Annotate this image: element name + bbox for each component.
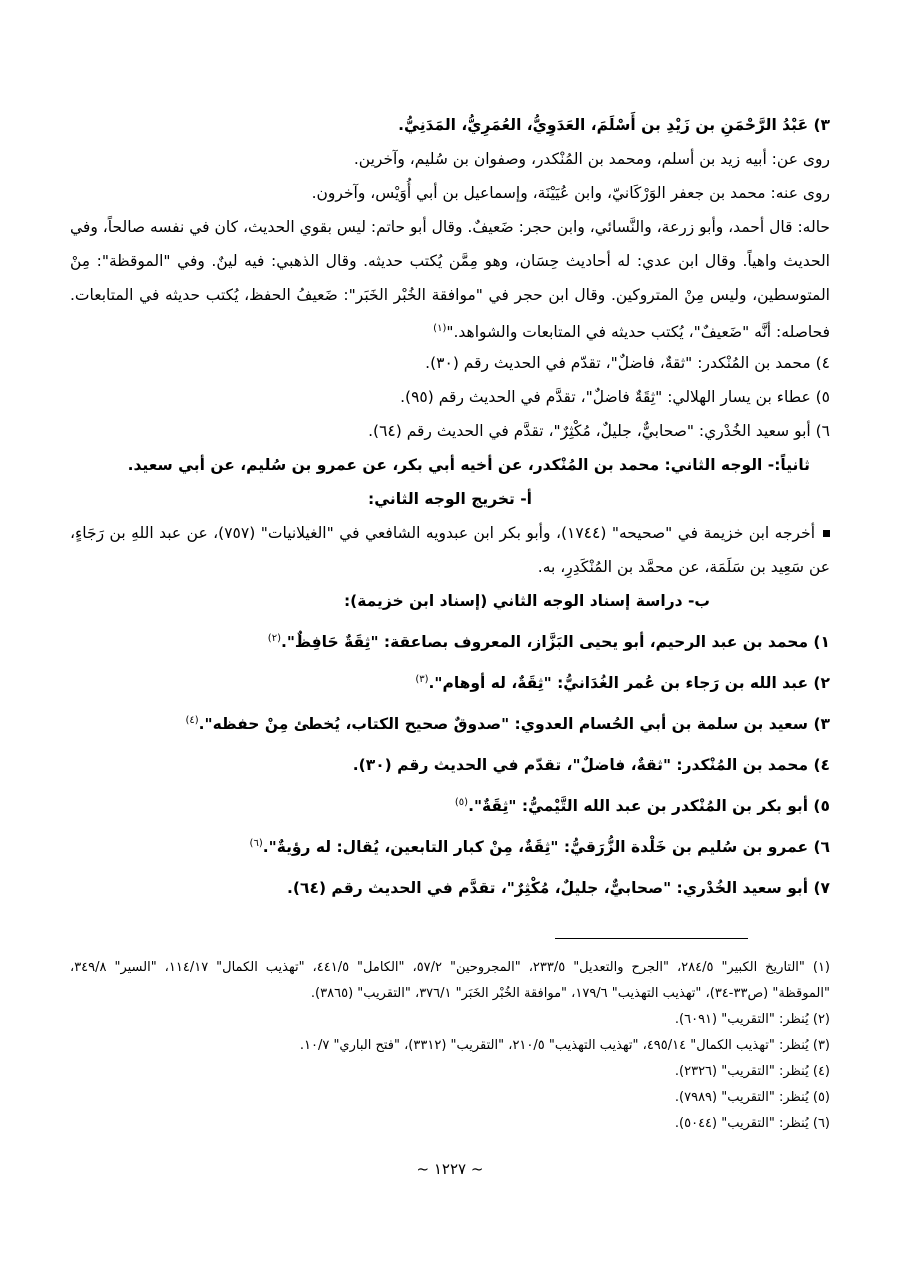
footnote-ref: (٥) [454, 797, 469, 808]
narrator-text: ٢) عبد الله بن رَجاء بن عُمر الغُدَانيُّ: "ثِقَةٌ، له أوهام". [428, 674, 830, 693]
section-a-title: أ- تخريج الوجه الثاني: [368, 490, 532, 508]
narrator-item [70, 782, 830, 823]
footnote-separator [555, 938, 748, 939]
narrator-item [70, 823, 830, 864]
footnote-ref: (٤) [185, 715, 199, 726]
narrator-heading: ٣) عَبْدُ الرَّحْمَنِ بن زَيْدِ بن أَسْلَمَ، العَدَوِيُّ، العُمَرِيُّ، المَدَنِيُّ. [398, 116, 830, 134]
narrator-text: ٤) محمد بن المُنْكدر: "ثقةٌ، فاضلٌ"، تقدّم في الحديث رقم (٣٠). [352, 756, 830, 775]
narrator-text: ٧) أبو سعيد الخُدْري: "صحابيٌّ، جليلٌ، مُكْثِرٌ"، تقدَّم في الحديث رقم (٦٤). [287, 879, 830, 898]
footnote-ref: (٦) [249, 838, 263, 849]
footnote-ref-1: (١) [433, 323, 447, 334]
narrator-item: ٦) أبو سعيد الخُدْري: "صحابيٌّ، جليلٌ، مُكْثِرٌ"، تقدَّم في الحديث رقم (٦٤). [368, 422, 830, 440]
footnotes [70, 955, 830, 1137]
takhrij-text: أخرجه ابن خزيمة في "صحيحه" (١٧٤٤)، وأبو بكر ابن عبدويه الشافعي في "الغيلانيات" (٧٥٧)، عن عبد اللهِ بن رَجَاءٍ، عن سَعِيد بن سَلَمَة، عن محمَّد بن المُنْكَدِرِ، به. [70, 524, 830, 576]
narrator-status [70, 210, 830, 346]
narrator-text: ٣) سعيد بن سلمة بن أبي الحُسام العدوي: "صدوقٌ صحيح الكتاب، يُخطئ مِنْ حفظه". [198, 715, 830, 734]
footnote-2: (٢) يُنظر: "التقريب" (٦٠٩١). [674, 1012, 830, 1027]
narrator-text: ٦) عمرو بن سُليم بن خَلْدة الزُّرَقيُّ: "ثِقَةٌ، مِنْ كبار التابعين، يُقال: له رؤيةٌ". [262, 838, 830, 857]
footnote-ref: (٢) [267, 633, 281, 644]
footnote-ref: (٣) [415, 674, 429, 685]
narrated-by: روى عنه: محمد بن جعفر الوَرْكَانيّ، وابن عُيَيْنَة، وإسماعيل بن أبي أُوَيْس، وآخرون. [311, 184, 830, 202]
page-number: ~ ١٢٢٧ ~ [416, 1160, 484, 1178]
bullet-square-icon [823, 530, 830, 537]
narrator-text: ١) محمد بن عبد الرحيم، أبو يحيى البَزَّاز، المعروف بصاعقة: "ثِقَةٌ حَافِظٌ". [280, 633, 830, 652]
narrator-item [70, 659, 830, 700]
narrator-item: ٤) محمد بن المُنْكدر: "ثقةٌ، فاضلٌ"، تقدّم في الحديث رقم (٣٠). [425, 354, 830, 372]
narrator-item [70, 741, 830, 782]
footnote-6: (٦) يُنظر: "التقريب" (٥٠٤٤). [674, 1116, 830, 1131]
narrator-item: ٥) عطاء بن يسار الهلالي: "ثِقَةٌ فاضلٌ"، تقدَّم في الحديث رقم (٩٥). [400, 388, 830, 406]
narrator-item [70, 864, 830, 905]
narrator-status-text: حاله: قال أحمد، وأبو زرعة، والنَّسائي، وابن حجر: ضَعيفٌ. وقال أبو حاتم: ليس بقوي الحديث، كان في نفسه صالحاً، وفي الحديث واهياً. وقال ابن عدي: له أحاديث حِسَان، وهو مِمَّن يُكتب حديثه. وقال الذهبي: فيه لينٌ. وفي "الموقظة": مِنْ المتوسطين، وليس مِنْ المتروكين. وقال ابن حجر في "موافقة الخُبْر الخَبَر": ضَعيفُ الحفظ، يُكتب حديثه في المتابعات. فحاصله: أنَّه "ضَعيفٌ"، يُكتب حديثه في المتابعات والشواهد." [70, 218, 830, 342]
footnote-4: (٤) يُنظر: "التقريب" (٢٣٢٦). [674, 1064, 830, 1079]
takhrij-paragraph [70, 516, 830, 584]
narrated-from: روى عن: أبيه زيد بن أسلم، ومحمد بن المُنْكدر، وصفوان بن سُليم، وآخرين. [353, 150, 830, 168]
page-body [70, 108, 830, 905]
footnote-3: (٣) يُنظر: "تهذيب الكمال" ٤٩٥/١٤، "تهذيب التهذيب" ٢١٠/٥، "التقريب" (٣٣١٢)، "فتح الباري" ١٠/٧. [299, 1038, 830, 1053]
footnote-1: (١) "التاريخ الكبير" ٢٨٤/٥، "الجرح والتعديل" ٢٣٣/٥، "المجروحين" ٥٧/٢، "الكامل" ٤٤١/٥، "تهذيب الكمال" ١١٤/١٧، "السير" ٣٤٩/٨، "الموقظة" (ص٣٣-٣٤)، "تهذيب التهذيب" ١٧٩/٦، "موافقة الخُبْر الخَبَر" ٣٧٦/١، "التقريب" (٣٨٦٥). [70, 960, 830, 1001]
second-aspect-heading: ثانياً:- الوجه الثاني: محمد بن المُنْكدر، عن أخيه أبي بكر، عن عمرو بن سُليم، عن أبي سعيد. [127, 456, 810, 474]
narrator-item [70, 700, 830, 741]
narrator-text: ٥) أبو بكر بن المُنْكدر بن عبد الله التَّيْميُّ: "ثِقَةٌ". [468, 797, 830, 816]
section-b-title: ب- دراسة إسناد الوجه الثاني (إسناد ابن خزيمة): [343, 592, 710, 610]
footnote-5: (٥) يُنظر: "التقريب" (٧٩٨٩). [674, 1090, 830, 1105]
narrator-item [70, 618, 830, 659]
